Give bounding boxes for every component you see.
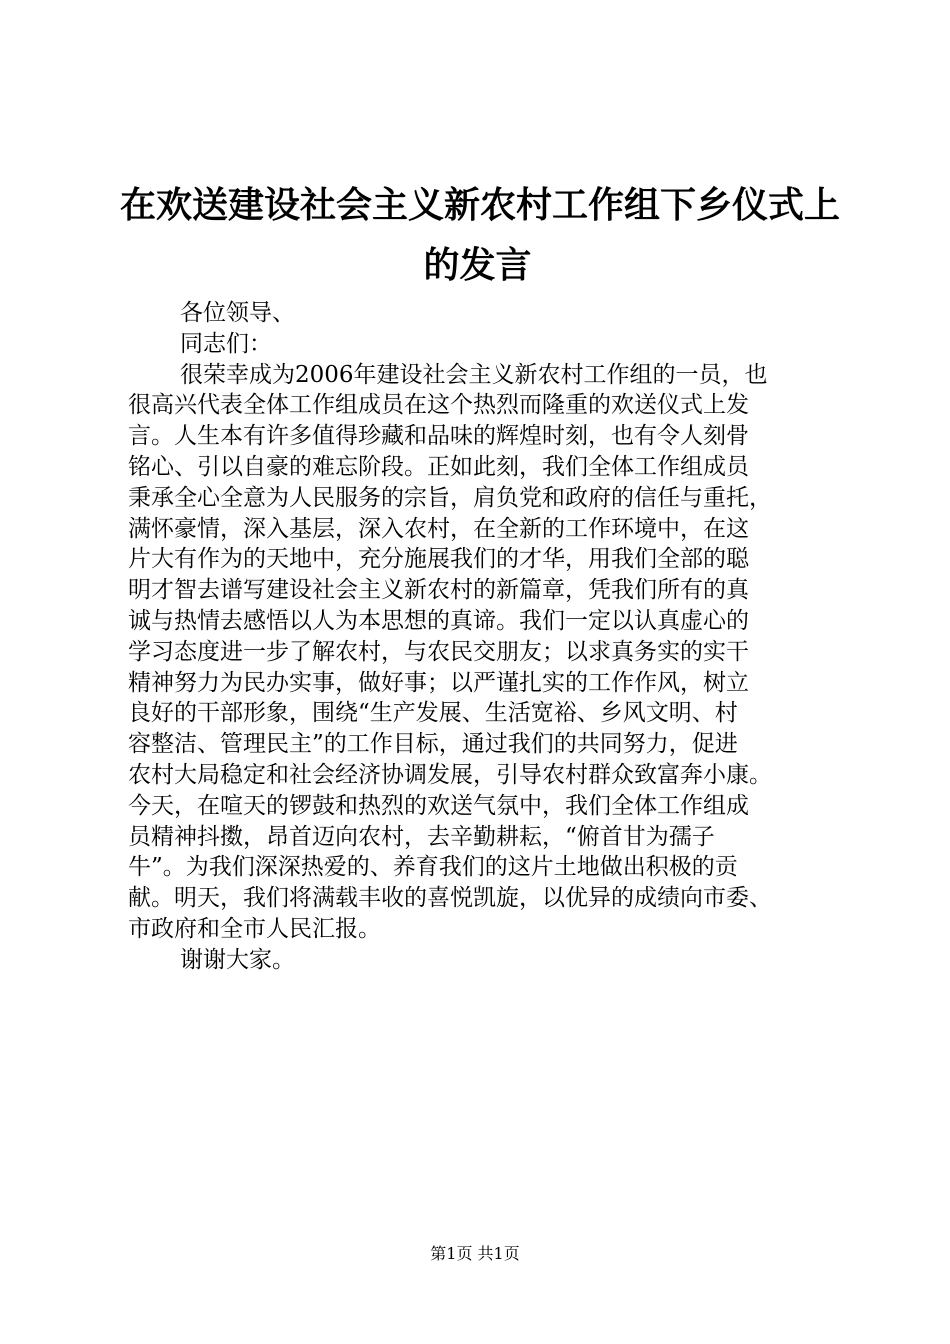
document-title	[120, 176, 841, 296]
paragraph-line: 献。明天，我们将满载丰收的喜悦凯旋，以优异的成绩向市委、	[128, 885, 772, 912]
paragraph-line: 很高兴代表全体工作组成员在这个热烈而隆重的欢送仪式上发	[128, 392, 749, 419]
paragraph-line: 满怀豪情，深入基层，深入农村，在全新的工作环境中，在这	[128, 515, 749, 542]
page-number-footer: 第1页 共1页	[430, 1244, 520, 1263]
paragraph-line: 片大有作为的天地中，充分施展我们的才华，用我们全部的聪	[128, 546, 749, 573]
paragraph-line: 言。人生本有许多值得珍藏和品味的辉煌时刻，也有令人刻骨	[128, 423, 749, 450]
paragraph-line: 农村大局稳定和社会经济协调发展，引导农村群众致富奔小康。	[128, 761, 772, 788]
paragraph-line: 诚与热情去感悟以人为本思想的真谛。我们一定以认真虚心的	[128, 607, 749, 634]
salutation-line: 同志们：	[180, 330, 272, 357]
paragraph-line: 容整洁、管理民主”的工作目标，通过我们的共同努力，促进	[128, 731, 738, 758]
paragraph-line: 员精神抖擞，昂首迈向农村，去辛勤耕耘，“俯首甘为孺子	[128, 823, 715, 850]
title-line-2: 的发言	[423, 245, 532, 286]
paragraph-line: 秉承全心全意为人民服务的宗旨，肩负党和政府的信任与重托，	[128, 484, 772, 511]
salutation-line: 各位领导、	[180, 300, 295, 326]
paragraph-line: 今天，在喧天的锣鼓和热烈的欢送气氛中，我们全体工作组成	[128, 792, 749, 819]
paragraph-line: 很荣幸成为2006年建设社会主义新农村工作组的一员，也	[180, 361, 768, 388]
paragraph-line: 市政府和全市人民汇报。	[128, 915, 381, 942]
paragraph-line: 牛”。为我们深深热爱的、养育我们的这片土地做出积极的贡	[128, 854, 738, 881]
closing-line: 谢谢大家。	[180, 946, 295, 973]
paragraph-line: 精神努力为民办实事，做好事；以严谨扎实的工作作风，树立	[128, 669, 749, 696]
title-line-1: 在欢送建设社会主义新农村工作组下乡仪式上	[120, 185, 841, 226]
paragraph-line: 铭心、引以自豪的难忘阶段。正如此刻，我们全体工作组成员	[128, 453, 749, 480]
paragraph-line: 明才智去谱写建设社会主义新农村的新篇章，凭我们所有的真	[128, 577, 749, 604]
speech-body	[128, 298, 848, 976]
paragraph-line: 良好的干部形象，围绕“生产发展、生活宽裕、乡风文明、村	[128, 700, 738, 727]
paragraph-line: 学习态度进一步了解农村，与农民交朋友；以求真务实的实干	[128, 638, 749, 665]
